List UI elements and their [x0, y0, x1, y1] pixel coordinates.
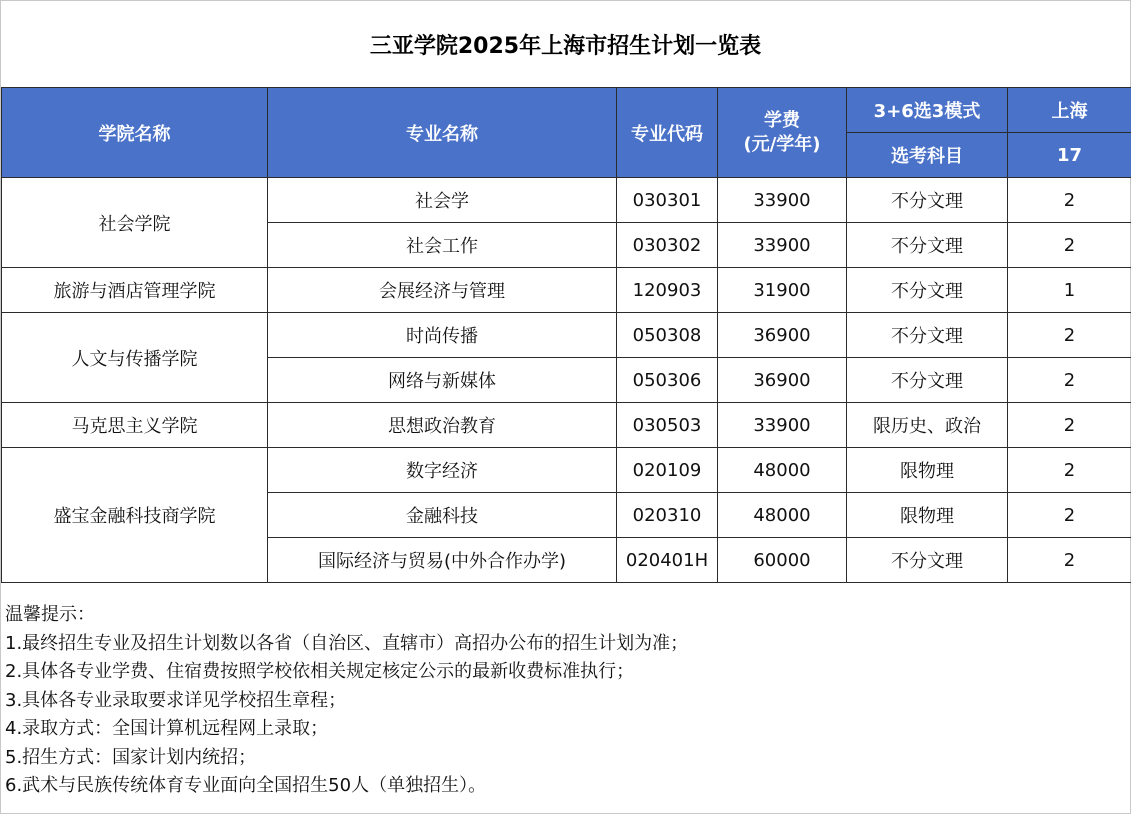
- table-row: [2, 448, 1131, 493]
- code-cell: 050306: [617, 358, 718, 403]
- enrollment-plan-table: [1, 87, 1131, 583]
- fee-cell: 33900: [718, 178, 847, 223]
- major-cell: 国际经济与贸易(中外合作办学): [268, 538, 617, 583]
- header-fee-unit: (元/学年): [743, 133, 821, 155]
- header-region-total: 17: [1008, 133, 1131, 178]
- subjects-cell: 不分文理: [847, 268, 1008, 313]
- college-cell: 社会学院: [2, 178, 268, 268]
- note-item: 5.招生方式：国家计划内统招；: [5, 746, 257, 768]
- quota-cell: 2: [1008, 223, 1131, 268]
- major-cell: 思想政治教育: [268, 403, 617, 448]
- note-item: 1.最终招生专业及招生计划数以各省（自治区、直辖市）高招办公布的招生计划为准；: [5, 632, 689, 654]
- code-cell: 020109: [617, 448, 718, 493]
- subjects-cell: 限物理: [847, 448, 1008, 493]
- note-item: 3.具体各专业录取要求详见学校招生章程；: [5, 689, 347, 711]
- fee-cell: 33900: [718, 223, 847, 268]
- header-subjects: 选考科目: [847, 133, 1008, 178]
- fee-cell: 31900: [718, 268, 847, 313]
- major-cell: 数字经济: [268, 448, 617, 493]
- major-cell: 会展经济与管理: [268, 268, 617, 313]
- table-row: [2, 178, 1131, 223]
- subjects-cell: 限历史、政治: [847, 403, 1008, 448]
- fee-cell: 36900: [718, 358, 847, 403]
- major-cell: 网络与新媒体: [268, 358, 617, 403]
- subjects-cell: 限物理: [847, 493, 1008, 538]
- college-cell: 旅游与酒店管理学院: [2, 268, 268, 313]
- code-cell: 050308: [617, 313, 718, 358]
- header-code: 专业代码: [617, 88, 718, 178]
- note-item: 4.录取方式：全国计算机远程网上录取；: [5, 718, 329, 739]
- college-cell: 盛宝金融科技商学院: [2, 448, 268, 583]
- note-item: 2.具体各专业学费、住宿费按照学校依相关规定核定公示的最新收费标准执行；: [5, 661, 635, 682]
- subjects-cell: 不分文理: [847, 358, 1008, 403]
- notes-heading: 温馨提示：: [5, 604, 95, 625]
- subjects-cell: 不分文理: [847, 538, 1008, 583]
- note-item: 6.武术与民族传统体育专业面向全国招生50人（单独招生）。: [5, 775, 487, 796]
- code-cell: 020401H: [617, 538, 718, 583]
- quota-cell: 2: [1008, 493, 1131, 538]
- major-cell: 时尚传播: [268, 313, 617, 358]
- header-fee-label: 学费: [764, 109, 800, 131]
- subjects-cell: 不分文理: [847, 178, 1008, 223]
- subjects-cell: 不分文理: [847, 223, 1008, 268]
- major-cell: 金融科技: [268, 493, 617, 538]
- fee-cell: 48000: [718, 448, 847, 493]
- code-cell: 030503: [617, 403, 718, 448]
- subjects-cell: 不分文理: [847, 313, 1008, 358]
- code-cell: 030301: [617, 178, 718, 223]
- document-title: 三亚学院2025年上海市招生计划一览表: [369, 33, 762, 59]
- major-cell: 社会学: [268, 178, 617, 223]
- quota-cell: 1: [1008, 268, 1131, 313]
- table-body: [2, 178, 1131, 583]
- header-mode: 3+6选3模式: [847, 88, 1008, 133]
- fee-cell: 33900: [718, 403, 847, 448]
- table-header: [2, 88, 1131, 178]
- college-cell: 人文与传播学院: [2, 313, 268, 403]
- quota-cell: 2: [1008, 313, 1131, 358]
- table-row: [2, 268, 1131, 313]
- table-row: [2, 403, 1131, 448]
- code-cell: 030302: [617, 223, 718, 268]
- header-fee: [718, 88, 847, 178]
- header-major: 专业名称: [268, 88, 617, 178]
- code-cell: 020310: [617, 493, 718, 538]
- quota-cell: 2: [1008, 358, 1131, 403]
- header-college: 学院名称: [2, 88, 268, 178]
- header-region: 上海: [1008, 88, 1131, 133]
- quota-cell: 2: [1008, 403, 1131, 448]
- notes-section: [5, 601, 1125, 801]
- code-cell: 120903: [617, 268, 718, 313]
- quota-cell: 2: [1008, 178, 1131, 223]
- fee-cell: 60000: [718, 538, 847, 583]
- quota-cell: 2: [1008, 448, 1131, 493]
- table-row: [2, 313, 1131, 358]
- fee-cell: 48000: [718, 493, 847, 538]
- fee-cell: 36900: [718, 313, 847, 358]
- major-cell: 社会工作: [268, 223, 617, 268]
- college-cell: 马克思主义学院: [2, 403, 268, 448]
- quota-cell: 2: [1008, 538, 1131, 583]
